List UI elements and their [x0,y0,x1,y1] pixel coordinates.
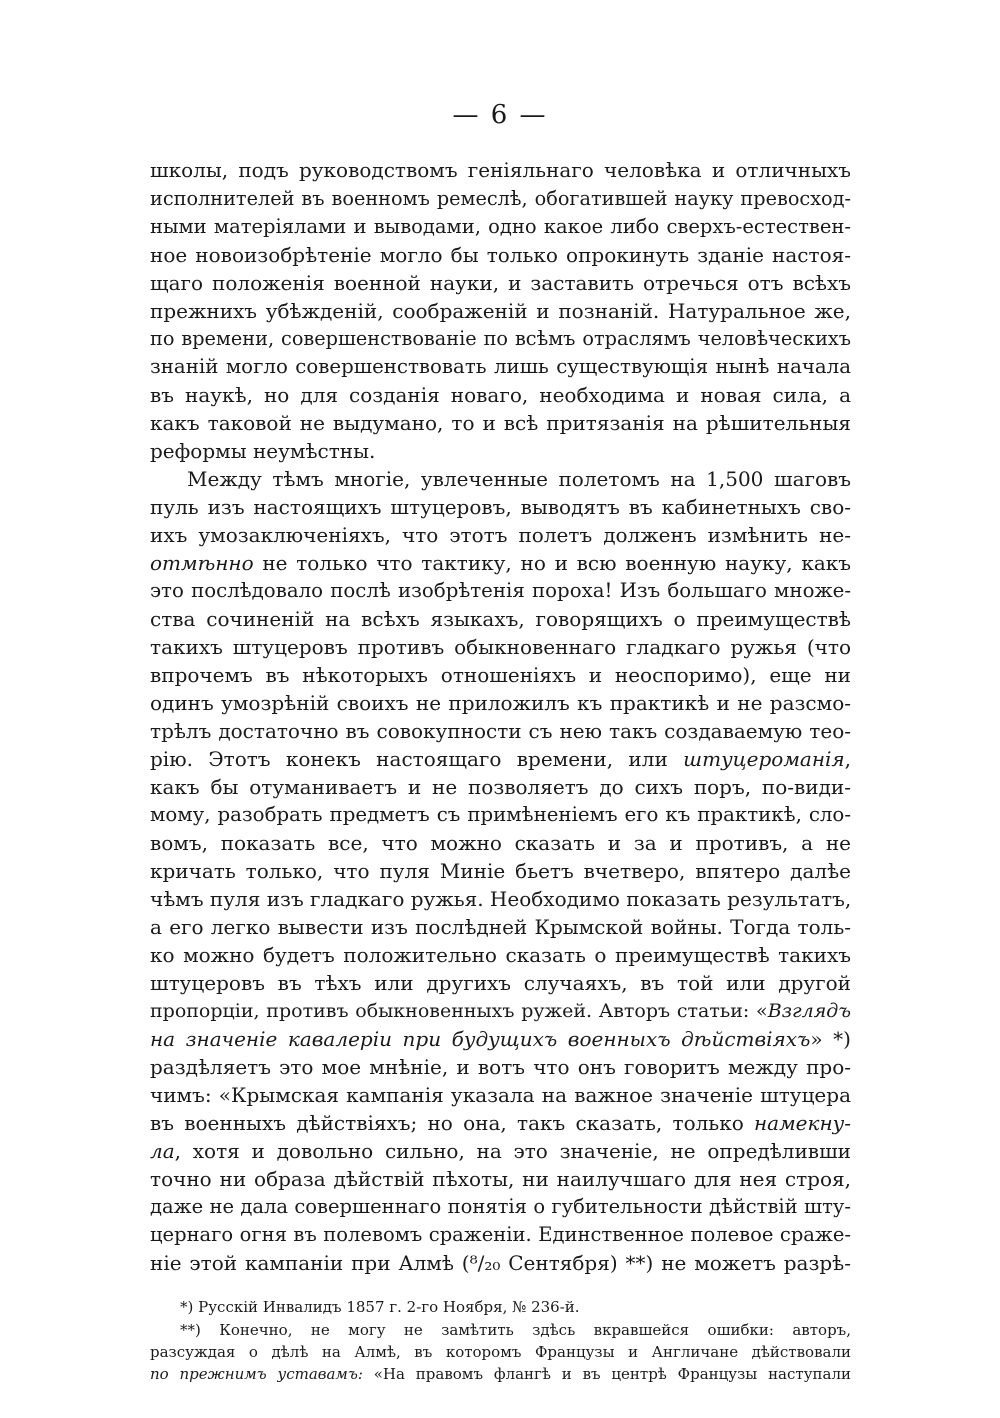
text-line: даже не дала совершеннаго понятія о губительности дѣйствій шту- [150,1195,851,1218]
text-line: щаго положенія военной науки, и заставить отречься отъ всѣхъ [150,271,851,295]
footnote-line: разсуждая о дѣлѣ на Алмѣ, въ которомъ Французы и Англичане дѣйствовали [150,1343,851,1361]
text-line: одинъ умозрѣній своихъ не приложилъ къ практикѣ и не разсмо- [150,691,851,715]
page-number: — 6 — [452,100,548,130]
text-line: впрочемъ въ нѣкоторыхъ отношеніяхъ и неоспоримо), еще ни [150,663,851,687]
text-line: штуцеровъ въ тѣхъ или другихъ случаяхъ, въ той или другой [150,971,851,995]
text-line: ства сочиненій на всѣхъ языкахъ, говорящихъ о преимуществѣ [150,607,851,631]
text-line: знаній могло совершенствовать лишь существующія нынѣ начала [150,355,851,378]
text-line: чѣмъ пуля изъ гладкаго ружья. Необходимо показать результатъ, [150,887,852,911]
text-line: чимъ: «Крымская кампанія указала на важное значеніе штуцера [150,1083,851,1107]
footnote-line: по прежнимъ уставамъ: «На правомъ флангѣ и въ центрѣ Французы наступали [150,1365,851,1383]
text-line: вомъ, показать все, что можно сказать и за и противъ, а не [150,831,851,855]
text-line: трѣлъ достаточно въ совокупности съ нею такъ создаваемую тео- [150,719,851,743]
text-line: въ наукѣ, но для созданія новаго, необходима и новая сила, а [150,383,851,407]
text-line: въ военныхъ дѣйствіяхъ; но она, такъ сказать, только намекну- [150,1111,851,1135]
text-line: какъ бы отуманиваетъ и не позволяетъ до сихъ поръ, по-види- [150,775,851,799]
text-line: ихъ умозаключеніяхъ, что этотъ полетъ долженъ измѣнить не- [150,523,851,547]
text-line: такихъ штуцеровъ противъ обыкновеннаго гладкаго ружья (что [150,635,851,659]
text-line: ко можно будетъ положительно сказать о преимуществѣ такихъ [150,943,851,967]
text-line: а его легко вывести изъ послѣдней Крымской войны. Тогда толь- [150,915,851,939]
text-line: какъ таковой не выдумано, то и всѣ притязанія на рѣшительныя [150,411,851,435]
text-line: мому, разобрать предметъ съ примѣненіемъ его къ практикѣ, сло- [150,803,851,826]
text-line: ніе этой кампаніи при Алмѣ (⁸/₂₀ Сентября) **) не можетъ разрѣ- [150,1251,851,1275]
text-line: кричать только, что пуля Миніе бьетъ вчетверо, впятеро далѣе [150,859,851,883]
text-line: Между тѣмъ многіе, увлеченные полетомъ на 1,500 шаговъ [187,467,851,491]
text-line: школы, подъ руководствомъ геніяльнаго человѣка и отличныхъ [150,158,851,182]
text-line: ное новоизобрѣтеніе могло бы только опрокинуть зданіе настоя- [150,243,851,267]
text-line: пропорціи, противъ обыкновенныхъ ружей. Авторъ статьи: «Взглядъ [150,1000,851,1022]
text-line: прежнихъ убѣжденій, соображеній и познаній. Натуральное же, [150,299,851,323]
text-line: по времени, совершенствованіе по всѣмъ отраслямъ человѣческихъ [150,327,851,350]
text-line: рію. Этотъ конекъ настоящаго времени, или штуцероманія, [150,747,851,771]
text-line: цернаго огня въ полевомъ сраженіи. Единственное полевое сраже- [150,1223,851,1246]
text-line: на значеніе кавалеріи при будущихъ военныхъ дѣйствіяхъ» *) [150,1027,851,1051]
footnote-line: **) Конечно, не могу не замѣтить здѣсь вкравшейся ошибки: авторъ, [180,1321,851,1339]
text-line: точно ни образа дѣйствій пѣхоты, ни наилучшаго для нея строя, [150,1167,851,1191]
text-line: реформы неумѣстны. [150,439,376,463]
text-line: это послѣдовало послѣ изобрѣтенія пороха! Изъ большаго множе- [150,579,851,602]
text-line: ными матеріялами и выводами, одно какое либо сверхъ-естествен- [150,215,851,238]
footnote-line: *) Русскій Инвалидъ 1857 г. 2-го Ноября, № 236-й. [180,1298,580,1316]
text-line: пуль изъ настоящихъ штуцеровъ, выводятъ въ кабинетныхъ сво- [150,495,851,519]
text-line: отмѣнно не только что тактику, но и всю военную науку, какъ [150,551,851,575]
text-line: исполнителей въ военномъ ремеслѣ, обогатившей науку превосход- [150,187,851,210]
text-line: раздѣляетъ это мое мнѣніе, и вотъ что онъ говоритъ между про- [150,1055,851,1079]
text-line: ла, хотя и довольно сильно, на это значеніе, не опредѣливши [150,1139,851,1163]
